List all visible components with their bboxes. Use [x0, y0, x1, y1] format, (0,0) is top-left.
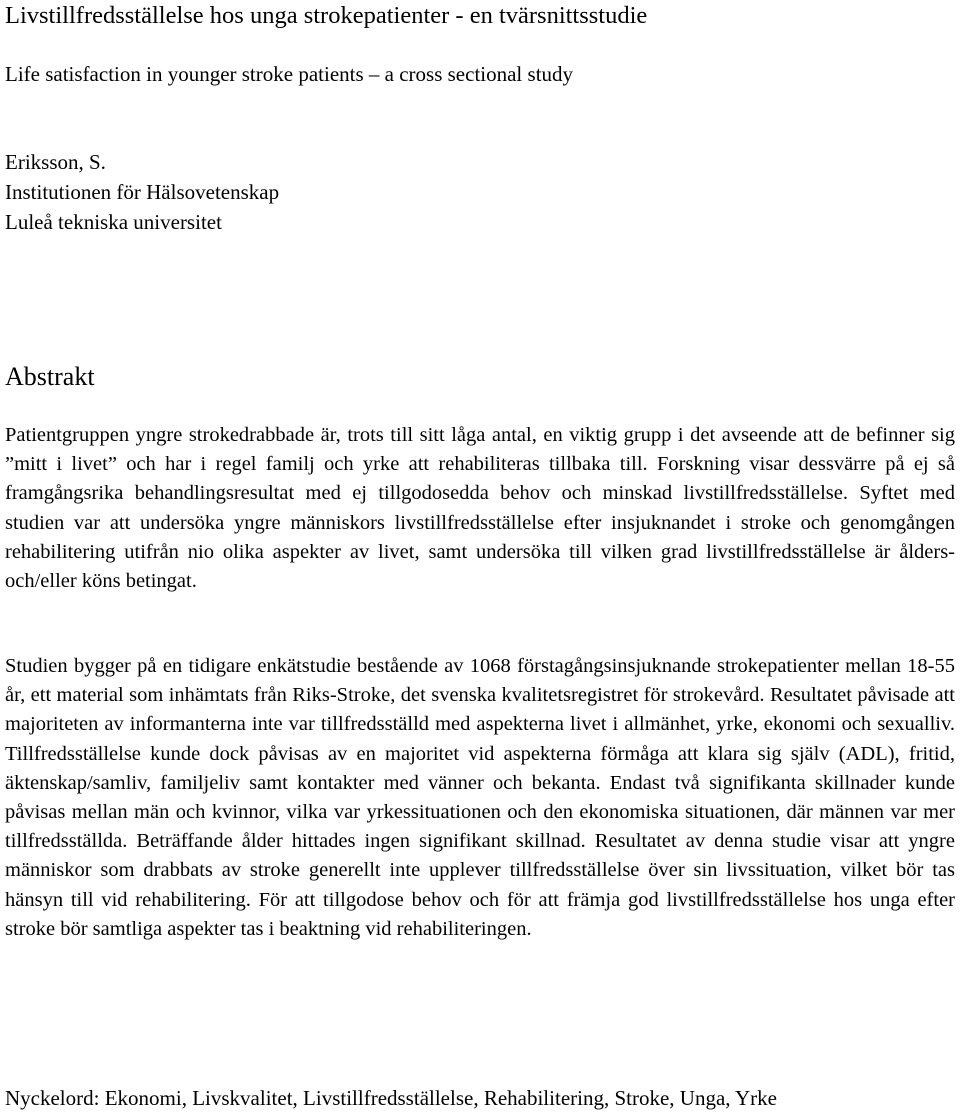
abstract-heading: Abstrakt	[5, 362, 95, 391]
abstract-paragraph-2: Studien bygger på en tidigare enkätstudie bestående av 1068 förstagångsinsjuknande strokepatienter mellan 18-55 år, ett material som inhämtats från Riks-Stroke, det svenska kvalitetsregistret för strokevård. Resultatet påvisade att majoriteten av informanterna inte var tillfredsställd med aspekterna livet i allmänhet, yrke, ekonomi och sexualliv. Tillfredsställelse kunde dock påvisas av en majoritet vid aspekterna förmåga att klara sig själv (ADL), fritid, äktenskap/samliv, familjeliv samt kontakter med vänner och bekanta. Endast två signifikanta skillnader kunde påvisas mellan män och kvinnor, vilka var yrkessituationen och den ekonomiska situationen, där männen var mer tillfredsställda. Beträffande ålder hittades ingen signifikant skillnad. Resultatet av denna studie visar att yngre människor som drabbats av stroke generellt inte upplever tillfredsställelse över sin livssituation, vilket bör tas hänsyn till vid rehabilitering. För att tillgodose behov och för att främja god livstillfredsställelse hos unga efter stroke bör samtliga aspekter tas i beaktning vid rehabiliteringen.	[5, 655, 955, 940]
document-title: Livstillfredsställelse hos unga strokepatienter - en tvärsnittsstudie	[5, 2, 648, 29]
keywords-line: Nyckelord: Ekonomi, Livskvalitet, Livstillfredsställelse, Rehabilitering, Stroke, Unga, Yrke	[5, 1086, 777, 1110]
university-name: Luleå tekniska universitet	[5, 210, 222, 234]
department-name: Institutionen för Hälsovetenskap	[5, 180, 280, 204]
abstract-paragraph-1: Patientgruppen yngre strokedrabbade är, trots till sitt låga antal, en viktig grupp i det avseende att de befinner sig ”mitt i livet” och har i regel familj och yrke att rehabiliteras tillbaka till. Forskning visar dessvärre på ej så framgångsrika behandlingsresultat med ej tillgodosedda behov och minskad livstillfredsställelse. Syftet med studien var att undersöka yngre människors livstillfredsställelse efter insjuknandet i stroke och genomgången rehabilitering utifrån nio olika aspekter av livet, samt undersöka till vilken grad livstillfredsställelse är ålders- och/eller köns betingat.	[5, 424, 955, 593]
document-subtitle: Life satisfaction in younger stroke patients – a cross sectional study	[5, 62, 574, 86]
author-name: Eriksson, S.	[5, 150, 106, 174]
author-block	[5, 147, 279, 237]
